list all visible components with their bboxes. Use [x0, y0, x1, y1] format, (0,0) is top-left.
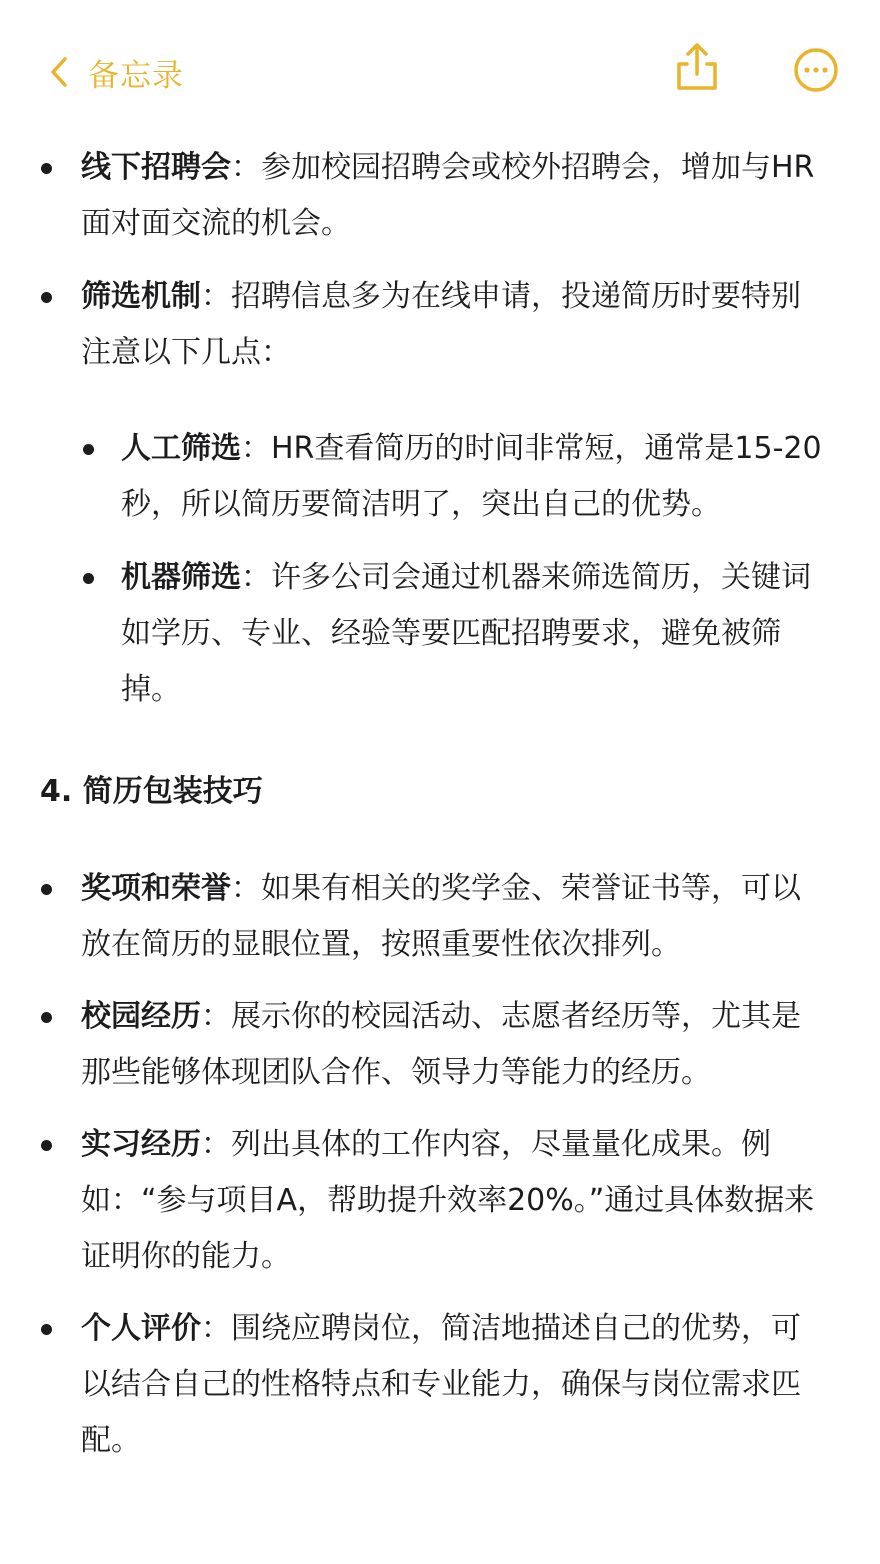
- item-term: 奖项和荣誉: [81, 871, 231, 906]
- list-item-campus-experience: [0, 989, 880, 1101]
- list-item-offline-job-fair: [0, 140, 880, 252]
- bullet-dot: [83, 573, 94, 584]
- chevron-left-icon: [50, 57, 68, 87]
- item-term: 个人评价: [81, 1311, 201, 1346]
- bullet-dot: [41, 884, 52, 895]
- navigation-bar: [0, 0, 880, 140]
- item-term: 筛选机制: [81, 279, 201, 314]
- list-item-machine-screening: [0, 550, 880, 718]
- list-item-self-evaluation: [0, 1301, 880, 1469]
- item-text: ：HR查看简历的时间非常短，通常是15-20秒，所以简历要简洁明了，突出自己的优势。: [121, 431, 822, 522]
- item-text: ：参加校园招聘会或校外招聘会，增加与HR面对面交流的机会。: [81, 150, 815, 241]
- item-text: ：招聘信息多为在线申请，投递简历时要特别注意以下几点：: [81, 279, 801, 370]
- item-term: 人工筛选: [121, 431, 241, 466]
- list-item-screening-mechanism: [0, 269, 880, 381]
- bullet-dot: [41, 1324, 52, 1335]
- item-term: 线下招聘会: [81, 150, 231, 185]
- back-button[interactable]: [50, 50, 184, 94]
- section-heading: 4. 简历包装技巧: [40, 774, 263, 809]
- note-content[interactable]: [0, 140, 880, 1469]
- bullet-dot: [41, 1140, 52, 1151]
- bullet-dot: [83, 444, 94, 455]
- item-term: 校园经历: [81, 999, 201, 1034]
- item-text: ：列出具体的工作内容，尽量量化成果。例如：“参与项目A，帮助提升效率20%。”通过具体数据来证明你的能力。: [81, 1127, 815, 1274]
- share-icon: [674, 77, 720, 96]
- more-button[interactable]: [794, 48, 838, 92]
- bullet-dot: [41, 292, 52, 303]
- list-item-manual-screening: [0, 421, 880, 533]
- bullet-dot: [41, 1012, 52, 1023]
- item-text: ：展示你的校园活动、志愿者经历等，尤其是那些能够体现团队合作、领导力等能力的经历。: [81, 999, 801, 1090]
- share-button[interactable]: [674, 42, 720, 92]
- back-label: 备忘录: [88, 57, 184, 94]
- item-term: 机器筛选: [121, 560, 241, 595]
- list-item-awards: [0, 861, 880, 973]
- item-text: ：如果有相关的奖学金、荣誉证书等，可以放在简历的显眼位置，按照重要性依次排列。: [81, 871, 801, 962]
- bullet-dot: [41, 163, 52, 174]
- item-text: ：围绕应聘岗位，简洁地描述自己的优势，可以结合自己的性格特点和专业能力，确保与岗位需求匹配。: [81, 1311, 801, 1458]
- list-item-internship: [0, 1117, 880, 1285]
- item-text: ：许多公司会通过机器来筛选简历，关键词如学历、专业、经验等要匹配招聘要求，避免被筛掉。: [121, 560, 811, 707]
- item-term: 实习经历: [81, 1127, 201, 1162]
- more-icon: [794, 77, 838, 96]
